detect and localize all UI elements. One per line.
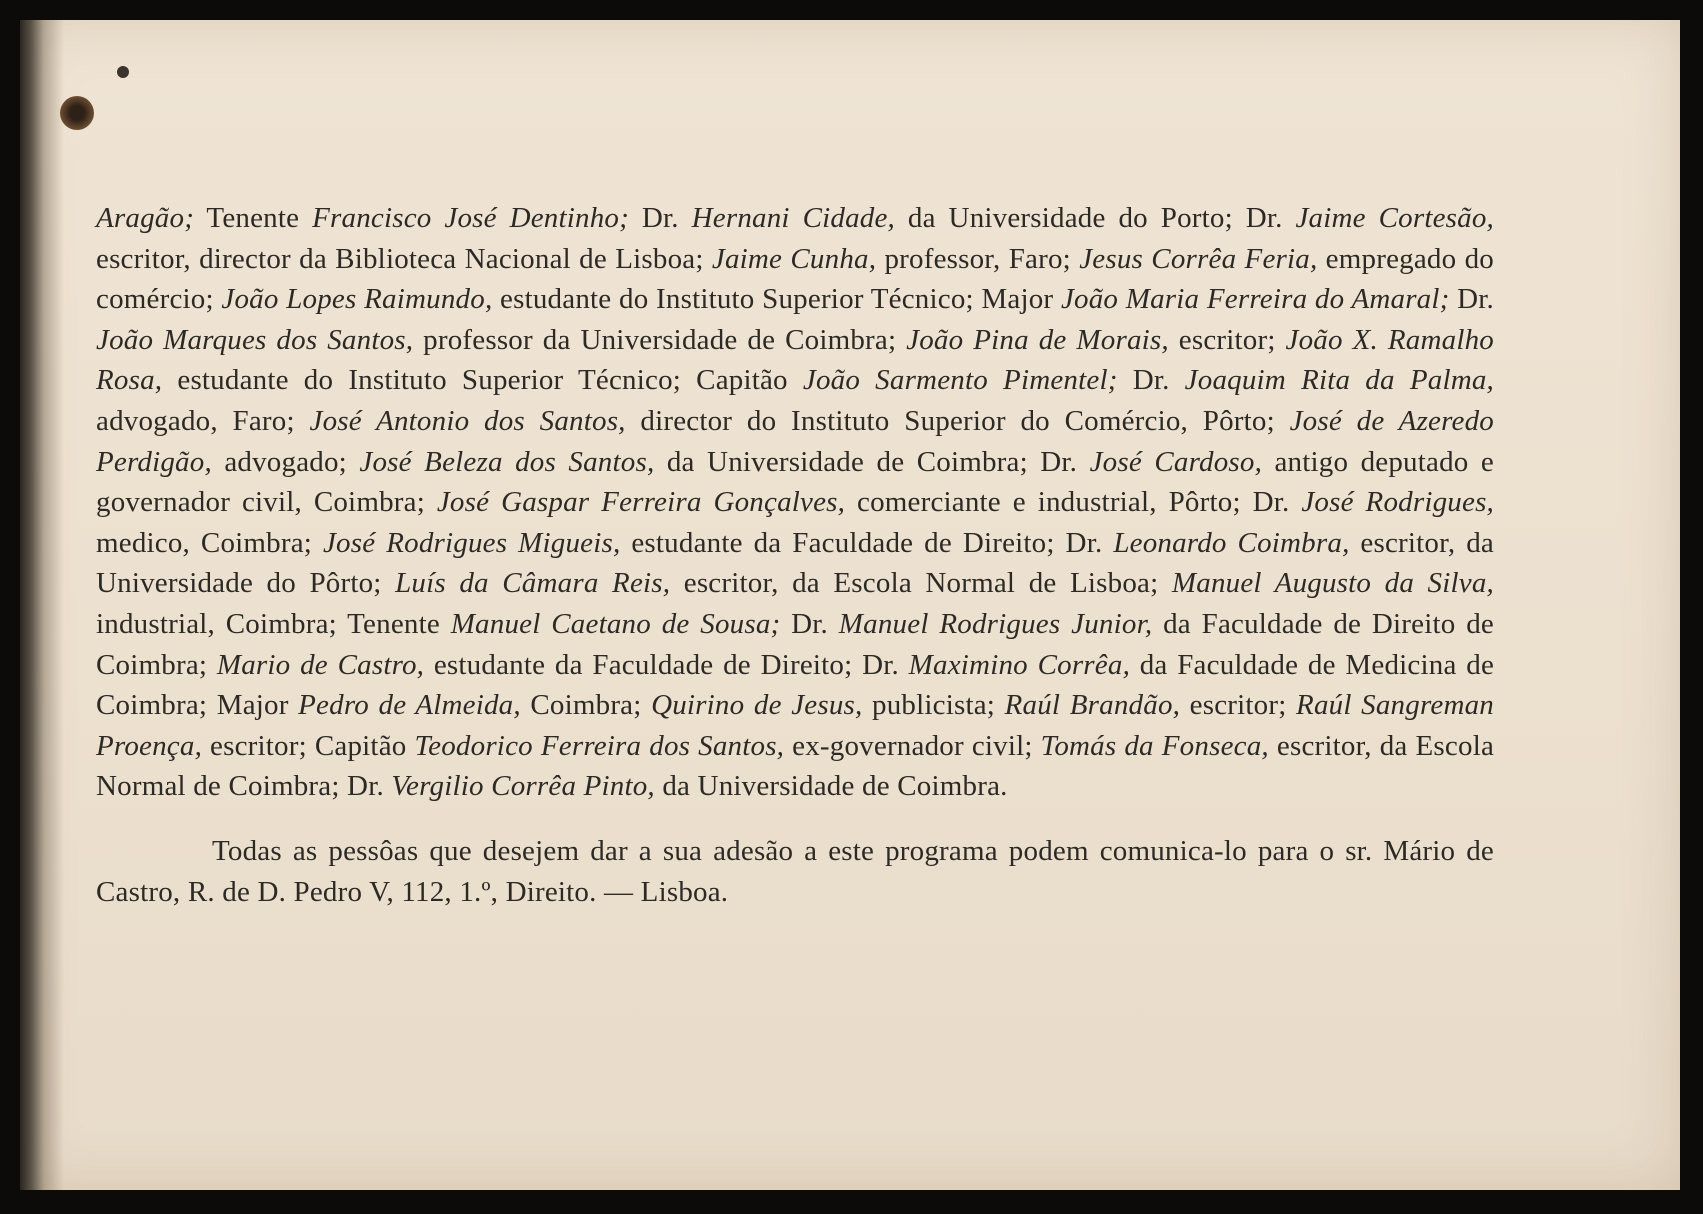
closing-paragraph: Todas as pessôas que desejem dar a sua adesão a este programa podem comunica-lo para o sr. Mário de Castro, R. de D. Pedro V, 112, 1.º, Direito. — Lisboa. (96, 834, 1494, 908)
person-name: Raúl Sangreman Proença, (96, 689, 1494, 762)
person-name: Pedro de Almeida, (298, 689, 521, 722)
text-run: Coimbra; (520, 689, 652, 722)
text-run: escritor, da Universidade do Pôrto; (96, 526, 1494, 600)
person-name: Leonardo Coimbra, (1113, 526, 1350, 559)
person-name: Manuel Rodrigues Junior, (838, 607, 1153, 640)
text-run: Dr. (628, 202, 692, 234)
person-name: José Rodrigues, (1301, 486, 1495, 519)
names-paragraph (96, 198, 1494, 807)
person-name: João Lopes Raimundo, (221, 283, 493, 316)
text-run: da Faculdade de Medicina de Coimbra; Major (96, 648, 1495, 722)
text-run: escritor; (1168, 323, 1286, 356)
person-name: João Marques dos Santos, (96, 323, 414, 356)
text-run: da Universidade do Porto; Dr. (895, 202, 1296, 234)
text-run: Dr. (1117, 364, 1185, 397)
person-name: José Beleza dos Santos, (359, 445, 655, 478)
person-name: Tomás da Fonseca, (1040, 729, 1269, 762)
person-name: Jaime Cortesão, (1295, 202, 1495, 234)
person-name: João Maria Ferreira do Amaral; (1060, 283, 1450, 316)
person-name: Manuel Caetano de Sousa; (450, 607, 781, 640)
person-name: Vergilio Corrêa Pinto, (391, 770, 655, 803)
person-name: José Rodrigues Migueis, (322, 526, 621, 559)
text-run: Dr. (1449, 283, 1494, 316)
text-run: escritor; Capitão (202, 729, 415, 762)
text-run: escritor, da Escola Normal de Lisboa; (670, 567, 1172, 600)
text-run: medico, Coimbra; (96, 526, 323, 559)
person-name: Hernani Cidade, (691, 202, 895, 234)
person-name: José Gaspar Ferreira Gonçalves, (436, 486, 846, 519)
text-run: da Universidade de Coimbra. (654, 770, 1008, 803)
person-name: Raúl Brandão, (1004, 689, 1181, 722)
text-run: professor, Faro; (876, 242, 1080, 275)
text-run: advogado; (211, 445, 360, 478)
text-run: estudante da Faculdade de Direito; Dr. (424, 648, 909, 681)
person-name: João Sarmento Pimentel; (802, 364, 1118, 397)
text-run: advogado, Faro; (96, 404, 310, 437)
text-run: industrial, Coimbra; Tenente (96, 607, 451, 640)
person-name: Joaquim Rita da Palma, (1184, 364, 1494, 397)
text-run: estudante do Instituto Superior Técnico; Capitão (162, 364, 803, 397)
text-run: Tenente (194, 202, 313, 234)
text-run: publicista; (862, 689, 1005, 722)
text-run: escritor, director da Biblioteca Nacional de Lisboa; (96, 242, 712, 275)
stain-spot (60, 96, 94, 130)
person-name: Luís da Câmara Reis, (395, 567, 671, 600)
text-run: estudante da Faculdade de Direito; Dr. (620, 526, 1114, 559)
text-run: ex-governador civil; (784, 729, 1041, 762)
text-run: da Universidade de Coimbra; Dr. (654, 445, 1090, 478)
torn-edge-stain (20, 20, 64, 1190)
stain-spot (117, 66, 129, 78)
text-run: comerciante e industrial, Pôrto; Dr. (845, 486, 1302, 519)
person-name: José Cardoso, (1089, 445, 1263, 478)
text-run: da Faculdade de Direito de Coimbra; (96, 607, 1494, 681)
person-name: João X. Ramalho Rosa, (96, 323, 1494, 397)
person-name: Jaime Cunha, (711, 242, 877, 275)
text-run: escritor, da Escola Normal de Coimbra; Dr. (96, 729, 1495, 803)
person-name: Aragão; (96, 202, 195, 234)
person-name: Mario de Castro, (216, 648, 425, 681)
text-run: empregado do comércio; (96, 242, 1494, 316)
text-run: director do Instituto Superior do Comércio, Pôrto; (625, 404, 1290, 437)
document-page (20, 20, 1680, 1190)
document-body (96, 198, 1494, 912)
person-name: João Pina de Morais, (906, 323, 1169, 356)
text-run: escritor; (1180, 689, 1297, 722)
person-name: José de Azeredo Perdigão, (96, 404, 1495, 478)
person-name: Quirino de Jesus, (651, 689, 863, 722)
text-run: antigo deputado e governador civil, Coimbra; (96, 445, 1494, 519)
person-name: Manuel Augusto da Silva, (1171, 567, 1494, 600)
person-name: Teodorico Ferreira dos Santos, (414, 729, 785, 762)
person-name: Francisco José Dentinho; (312, 202, 629, 234)
person-name: José Antonio dos Santos, (309, 404, 626, 437)
text-run: Dr. (780, 607, 839, 640)
person-name: Jesus Corrêa Feria, (1079, 242, 1318, 275)
person-name: Maximino Corrêa, (908, 648, 1131, 681)
text-run: estudante do Instituto Superior Técnico; Major (492, 283, 1061, 316)
text-run: professor da Universidade de Coimbra; (413, 323, 907, 356)
